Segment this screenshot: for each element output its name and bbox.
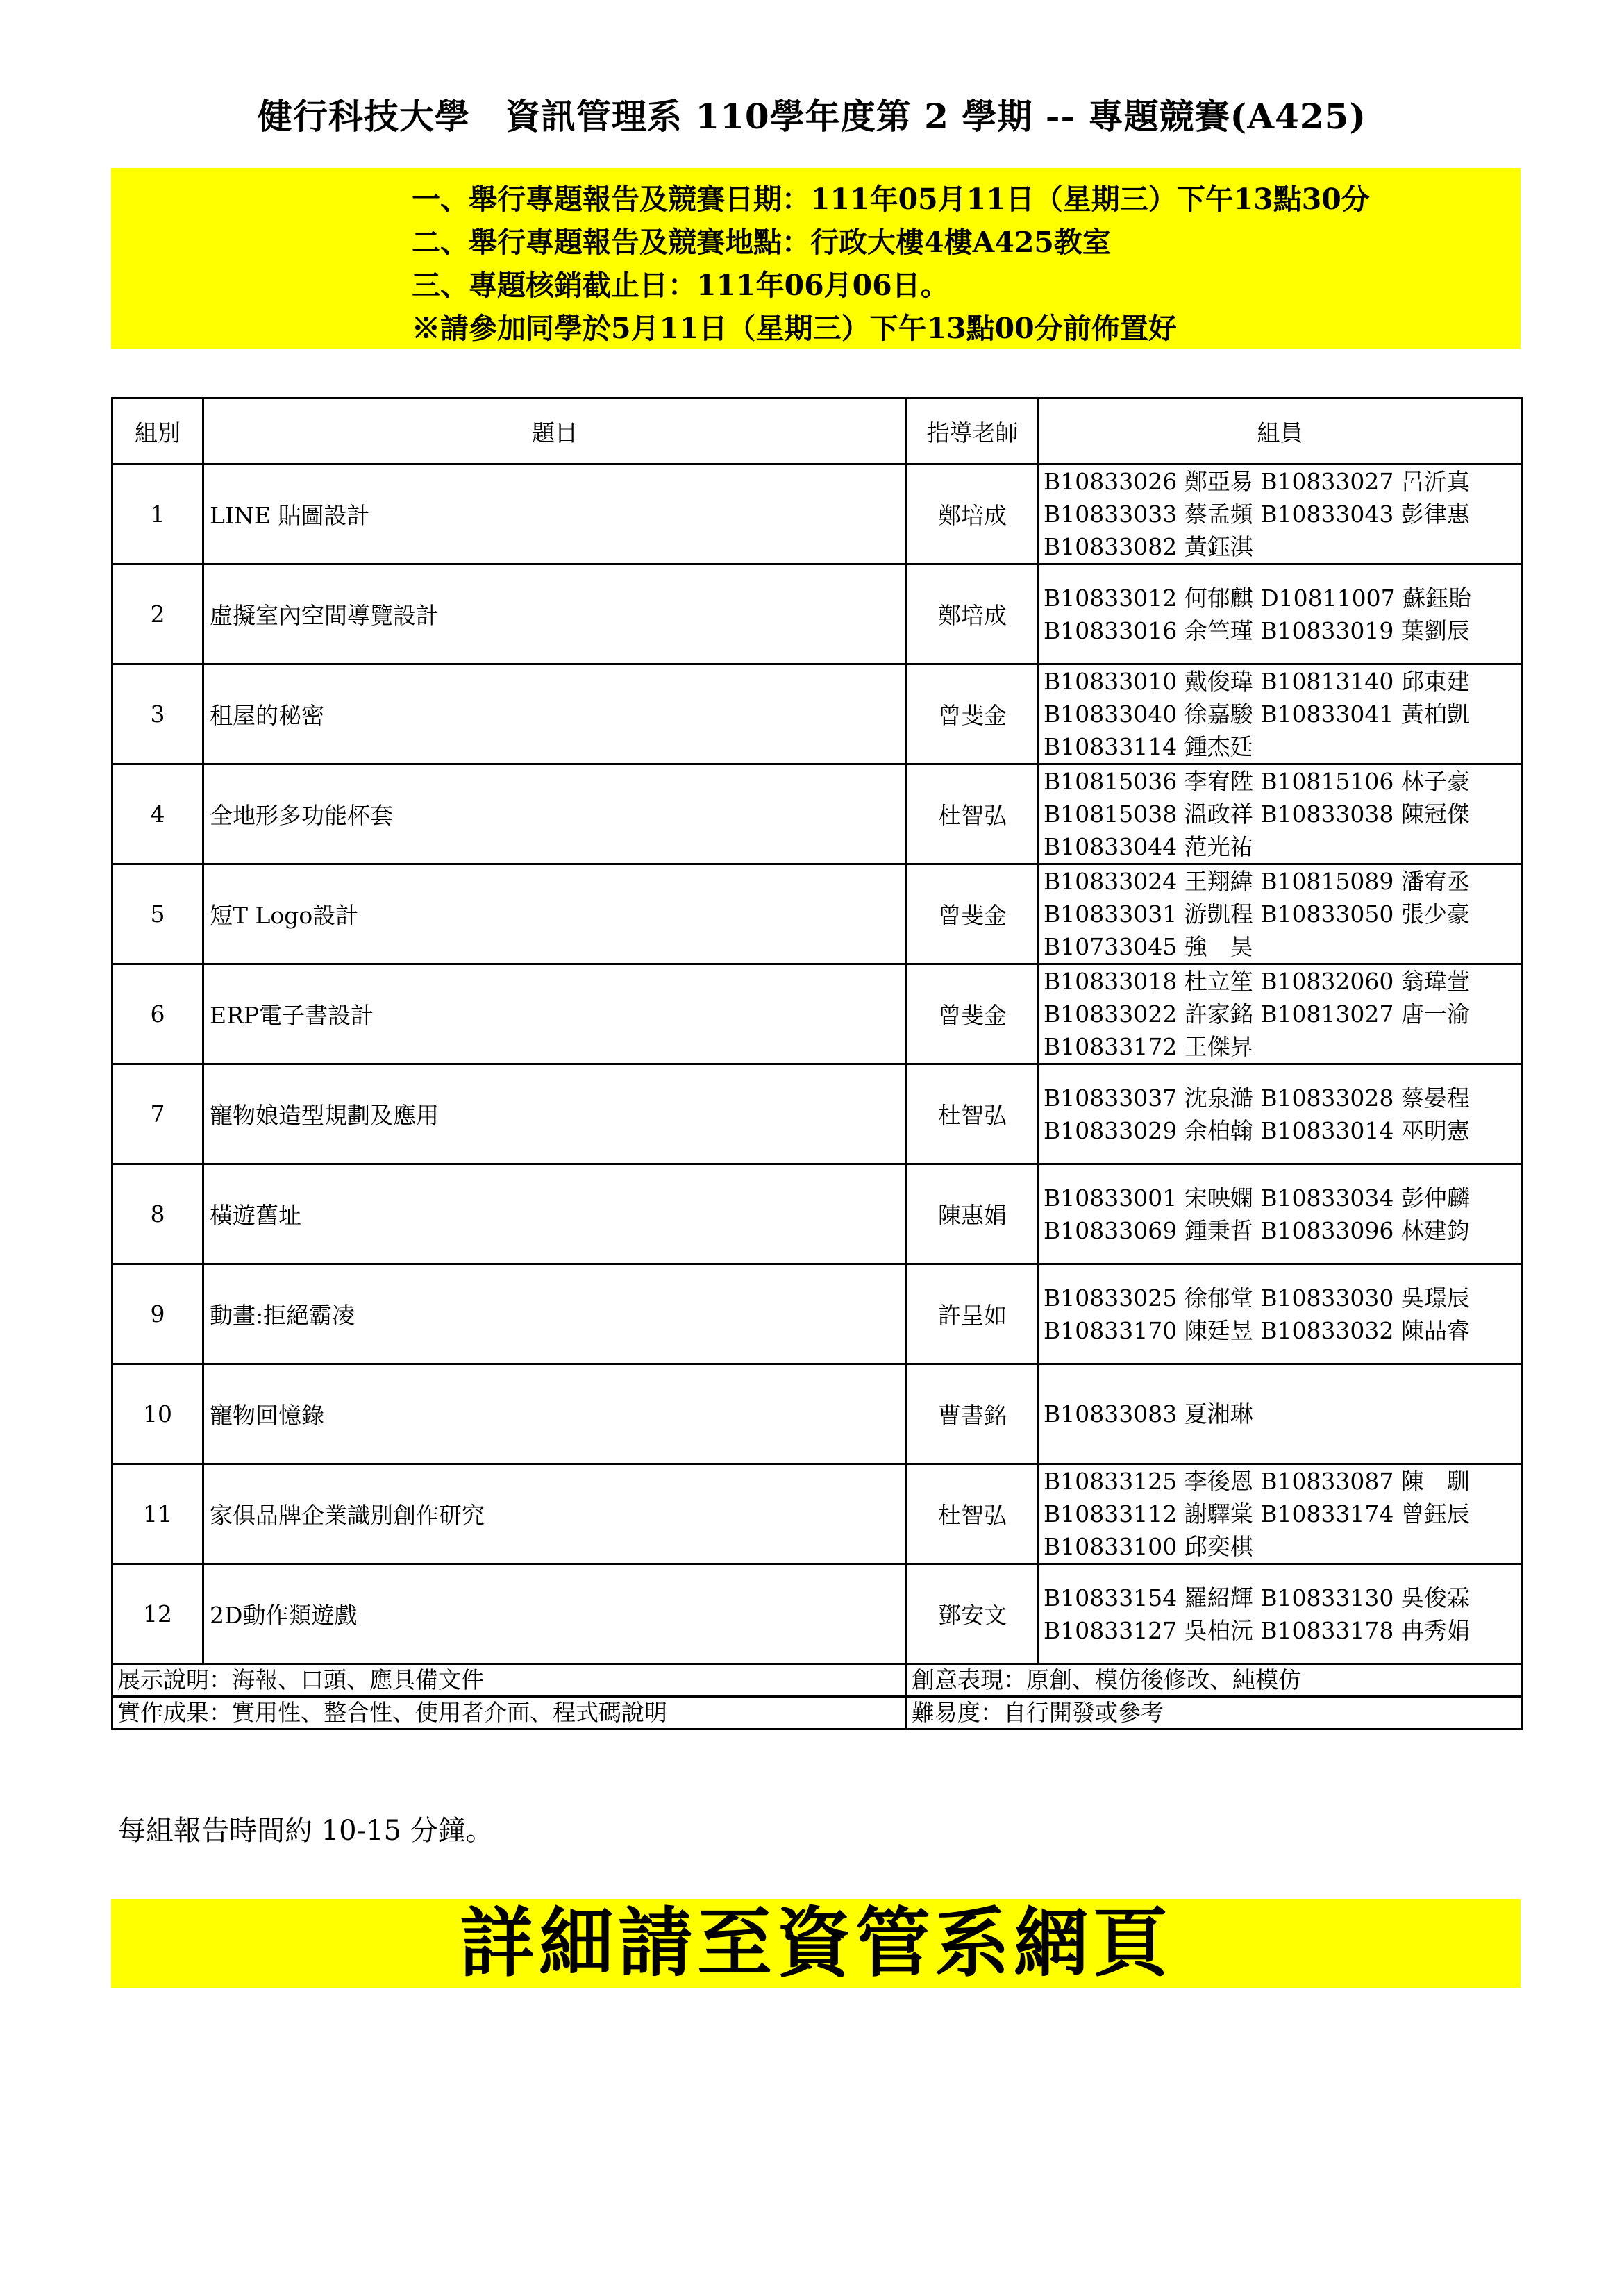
page-title: 健行科技大學 資訊管理系 110學年度第 2 學期 -- 專題競賽(A425) [257,96,1367,137]
table-row [112,1064,1522,1164]
table-row [112,564,1522,664]
advisor-name: 鄧安文 [907,1564,1039,1664]
member-list [1039,664,1522,764]
table-row [112,464,1522,564]
project-table-wrap [111,397,1521,1730]
member-line: B10833114 鍾杰廷 [1044,733,1253,760]
header-topic: 題目 [203,399,907,464]
advisor-name: 曾斐金 [907,864,1039,964]
project-title: 動畫:拒絕霸凌 [203,1264,907,1364]
member-list [1039,1164,1522,1264]
group-number: 3 [112,664,203,764]
member-line: B10815036 李宥陞 B10815106 林子豪 [1044,768,1470,795]
member-list [1039,1064,1522,1164]
project-title: LINE 貼圖設計 [203,464,907,564]
table-row [112,964,1522,1064]
project-table [111,397,1523,1665]
project-title: 橫遊舊址 [203,1164,907,1264]
department-website-banner: 詳細請至資管系網頁 [111,1899,1521,1988]
group-number: 2 [112,564,203,664]
table-row [112,1564,1522,1664]
advisor-name: 許呈如 [907,1264,1039,1364]
member-line: B10733045 強 昊 [1044,933,1253,960]
table-row [112,864,1522,964]
project-title: 2D動作類遊戲 [203,1564,907,1664]
header-advisor: 指導老師 [907,399,1039,464]
table-row [112,1264,1522,1364]
legend-difficulty: 難易度：自行開發或參考 [907,1697,1522,1729]
member-line: B10833018 杜立笙 B10832060 翁瑋萱 [1044,968,1470,995]
advisor-name: 曾斐金 [907,964,1039,1064]
member-line: B10833172 王傑昇 [1044,1033,1253,1060]
member-line: B10833125 李後恩 B10833087 陳 馴 [1044,1468,1470,1495]
table-body [112,464,1522,1664]
member-line: B10833100 邱奕棋 [1044,1533,1253,1560]
legend-creativity: 創意表現：原創、模仿後修改、純模仿 [907,1664,1522,1697]
advisor-name: 陳惠娟 [907,1164,1039,1264]
report-time-note: 每組報告時間約 10-15 分鐘。 [118,1815,494,1847]
member-line: B10833001 宋映嫻 B10833034 彭仲麟 [1044,1184,1470,1212]
member-line: B10833044 范光祐 [1044,833,1253,860]
table-row [112,1164,1522,1264]
table-row [112,1364,1522,1464]
member-line: B10833082 黃鈺淇 [1044,533,1253,560]
advisor-name: 曾斐金 [907,664,1039,764]
advisor-name: 杜智弘 [907,1064,1039,1164]
notice-setup: ※請參加同學於5月11日（星期三）下午13點00分前佈置好 [412,312,1177,345]
group-number: 7 [112,1064,203,1164]
project-title: 全地形多功能杯套 [203,764,907,864]
legend-table [111,1663,1523,1730]
table-header-row [112,399,1522,464]
advisor-name: 杜智弘 [907,764,1039,864]
legend-row [112,1697,1522,1729]
project-title: 短T Logo設計 [203,864,907,964]
member-line: B10833016 余竺瑾 B10833019 葉劉辰 [1044,617,1470,644]
advisor-name: 鄭培成 [907,564,1039,664]
member-list [1039,1564,1522,1664]
member-list [1039,464,1522,564]
member-line: B10833026 鄭亞易 B10833027 呂沂真 [1044,468,1470,495]
legend-presentation: 展示說明：海報、口頭、應具備文件 [112,1664,907,1697]
notice-box [111,168,1521,349]
legend-implementation: 實作成果：實用性、整合性、使用者介面、程式碼說明 [112,1697,907,1729]
member-list [1039,764,1522,864]
member-line: B10833029 余柏翰 B10833014 巫明憲 [1044,1116,1470,1144]
notice-location: 二、舉行專題報告及競賽地點：行政大樓4樓A425教室 [412,226,1111,259]
project-title: 家俱品牌企業識別創作研究 [203,1464,907,1564]
member-line: B10833025 徐郁堂 B10833030 吳璟辰 [1044,1284,1470,1312]
member-line: B10833010 戴俊瑋 B10813140 邱東建 [1044,668,1470,695]
group-number: 11 [112,1464,203,1564]
group-number: 10 [112,1364,203,1464]
member-line: B10833024 王翔緯 B10815089 潘宥丞 [1044,868,1470,895]
member-line: B10833112 謝驛棠 B10833174 曾鈺辰 [1044,1500,1470,1527]
project-title: 租屋的秘密 [203,664,907,764]
member-line: B10833033 蔡孟頻 B10833043 彭律惠 [1044,501,1470,528]
project-title: ERP電子書設計 [203,964,907,1064]
member-line: B10833154 羅紹輝 B10833130 吳俊霖 [1044,1584,1470,1611]
member-list [1039,864,1522,964]
member-list [1039,1264,1522,1364]
member-line: B10833083 夏湘琳 [1044,1400,1253,1427]
member-line: B10833040 徐嘉駿 B10833041 黃柏凱 [1044,701,1470,728]
advisor-name: 鄭培成 [907,464,1039,564]
table-row [112,1464,1522,1564]
group-number: 8 [112,1164,203,1264]
notice-deadline: 三、專題核銷截止日：111年06月06日。 [412,269,949,302]
project-title: 寵物回憶錄 [203,1364,907,1464]
member-line: B10815038 溫政祥 B10833038 陳冠傑 [1044,801,1470,828]
table-row [112,764,1522,864]
member-line: B10833170 陳廷昱 B10833032 陳品睿 [1044,1316,1470,1344]
notice-date: 一、舉行專題報告及競賽日期：111年05月11日（星期三）下午13點30分 [412,183,1370,216]
group-number: 4 [112,764,203,864]
member-line: B10833022 許家銘 B10813027 唐一渝 [1044,1000,1470,1028]
member-line: B10833031 游凱程 B10833050 張少豪 [1044,900,1470,928]
member-line: B10833012 何郁麒 D10811007 蘇鈺貽 [1044,584,1472,612]
group-number: 9 [112,1264,203,1364]
header-group: 組別 [112,399,203,464]
project-title: 寵物娘造型規劃及應用 [203,1064,907,1164]
member-line: B10833037 沈泉澔 B10833028 蔡晏程 [1044,1084,1470,1112]
table-row [112,664,1522,764]
group-number: 1 [112,464,203,564]
member-list [1039,964,1522,1064]
member-list [1039,564,1522,664]
member-line: B10833069 鍾秉哲 B10833096 林建鈞 [1044,1216,1470,1244]
group-number: 12 [112,1564,203,1664]
advisor-name: 曹書銘 [907,1364,1039,1464]
project-title: 虛擬室內空間導覽設計 [203,564,907,664]
group-number: 5 [112,864,203,964]
member-line: B10833127 吳柏沅 B10833178 冉秀娟 [1044,1616,1470,1644]
legend-row [112,1664,1522,1697]
member-list [1039,1364,1522,1464]
group-number: 6 [112,964,203,1064]
advisor-name: 杜智弘 [907,1464,1039,1564]
member-list [1039,1464,1522,1564]
header-members: 組員 [1039,399,1522,464]
